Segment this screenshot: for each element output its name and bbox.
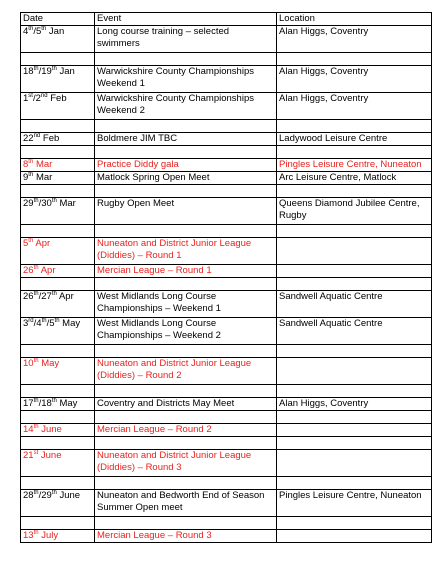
date-cell: 18th/19th Jan <box>21 66 95 93</box>
location-cell <box>277 265 432 278</box>
spacer-row <box>21 345 432 358</box>
event-row <box>21 93 432 120</box>
location-cell: Sandwell Aquatic Centre <box>277 318 432 345</box>
empty-cell <box>277 146 432 159</box>
empty-cell <box>21 477 95 490</box>
empty-cell <box>95 120 277 133</box>
location-cell <box>277 238 432 265</box>
event-row <box>21 358 432 385</box>
spacer-row <box>21 120 432 133</box>
spacer-row <box>21 517 432 530</box>
date-cell: 22nd Feb <box>21 133 95 146</box>
empty-cell <box>277 411 432 424</box>
empty-cell <box>95 385 277 398</box>
event-cell: Coventry and Districts May Meet <box>95 398 277 411</box>
event-row <box>21 291 432 318</box>
date-cell: 29th/30th Mar <box>21 198 95 225</box>
location-cell <box>277 530 432 543</box>
empty-cell <box>95 411 277 424</box>
date-cell: 26th/27th Apr <box>21 291 95 318</box>
event-cell: Warwickshire County Championships Weekend 1 <box>95 66 277 93</box>
empty-cell <box>277 278 432 291</box>
empty-cell <box>95 225 277 238</box>
event-cell: Long course training – selected swimmers <box>95 26 277 53</box>
date-cell: 9th Mar <box>21 172 95 185</box>
empty-cell <box>277 225 432 238</box>
location-cell: Alan Higgs, Coventry <box>277 398 432 411</box>
empty-cell <box>95 437 277 450</box>
spacer-row <box>21 53 432 66</box>
empty-cell <box>21 517 95 530</box>
header-date: Date <box>21 13 95 26</box>
empty-cell <box>95 146 277 159</box>
date-cell: 5th Apr <box>21 238 95 265</box>
event-row <box>21 490 432 517</box>
date-cell: 28th/29th June <box>21 490 95 517</box>
event-cell: Mercian League – Round 3 <box>95 530 277 543</box>
event-cell: Warwickshire County Championships Weekend 2 <box>95 93 277 120</box>
spacer-row <box>21 146 432 159</box>
event-row <box>21 159 432 172</box>
event-row <box>21 265 432 278</box>
date-cell: 10th May <box>21 358 95 385</box>
empty-cell <box>95 477 277 490</box>
empty-cell <box>21 345 95 358</box>
event-cell: Nuneaton and District Junior League (Diddies) – Round 1 <box>95 238 277 265</box>
event-row <box>21 530 432 543</box>
date-cell: 8th Mar <box>21 159 95 172</box>
spacer-row <box>21 185 432 198</box>
location-cell: Pingles Leisure Centre, Nuneaton <box>277 490 432 517</box>
location-cell: Ladywood Leisure Centre <box>277 133 432 146</box>
event-row <box>21 238 432 265</box>
spacer-row <box>21 437 432 450</box>
spacer-row <box>21 477 432 490</box>
empty-cell <box>277 437 432 450</box>
empty-cell <box>21 120 95 133</box>
event-cell: Nuneaton and District Junior League (Diddies) – Round 2 <box>95 358 277 385</box>
event-cell: Nuneaton and Bedworth End of Season Summer Open meet <box>95 490 277 517</box>
empty-cell <box>21 53 95 66</box>
empty-cell <box>21 225 95 238</box>
event-row <box>21 318 432 345</box>
event-row <box>21 450 432 477</box>
location-cell <box>277 358 432 385</box>
event-cell: West Midlands Long Course Championships – Weekend 1 <box>95 291 277 318</box>
event-cell: Mercian League – Round 2 <box>95 424 277 437</box>
date-cell: 26th Apr <box>21 265 95 278</box>
date-cell: 17th/18th May <box>21 398 95 411</box>
event-row <box>21 172 432 185</box>
location-cell: Alan Higgs, Coventry <box>277 93 432 120</box>
spacer-row <box>21 225 432 238</box>
event-row <box>21 66 432 93</box>
empty-cell <box>277 53 432 66</box>
spacer-row <box>21 278 432 291</box>
empty-cell <box>21 278 95 291</box>
location-cell: Arc Leisure Centre, Matlock <box>277 172 432 185</box>
event-cell: Nuneaton and District Junior League (Diddies) – Round 3 <box>95 450 277 477</box>
date-cell: 3rd/4th/5th May <box>21 318 95 345</box>
location-cell <box>277 424 432 437</box>
empty-cell <box>277 185 432 198</box>
empty-cell <box>21 185 95 198</box>
event-row <box>21 424 432 437</box>
date-cell: 14th June <box>21 424 95 437</box>
empty-cell <box>21 385 95 398</box>
empty-cell <box>277 345 432 358</box>
spacer-row <box>21 411 432 424</box>
empty-cell <box>277 385 432 398</box>
empty-cell <box>95 53 277 66</box>
empty-cell <box>95 278 277 291</box>
header-row <box>21 13 432 26</box>
date-cell: 13th July <box>21 530 95 543</box>
event-row <box>21 398 432 411</box>
event-cell: Rugby Open Meet <box>95 198 277 225</box>
location-cell: Queens Diamond Jubilee Centre, Rugby <box>277 198 432 225</box>
location-cell: Pingles Leisure Centre, Nuneaton <box>277 159 432 172</box>
spacer-row <box>21 385 432 398</box>
event-row <box>21 133 432 146</box>
header-event: Event <box>95 13 277 26</box>
empty-cell <box>277 517 432 530</box>
location-cell: Alan Higgs, Coventry <box>277 66 432 93</box>
event-cell: Practice Diddy gala <box>95 159 277 172</box>
event-cell: Matlock Spring Open Meet <box>95 172 277 185</box>
event-cell: Boldmere JIM TBC <box>95 133 277 146</box>
location-cell <box>277 450 432 477</box>
location-cell: Sandwell Aquatic Centre <box>277 291 432 318</box>
date-cell: 4th/5th Jan <box>21 26 95 53</box>
empty-cell <box>21 411 95 424</box>
empty-cell <box>277 477 432 490</box>
event-cell: Mercian League – Round 1 <box>95 265 277 278</box>
empty-cell <box>21 437 95 450</box>
event-row <box>21 26 432 53</box>
empty-cell <box>21 146 95 159</box>
location-cell: Alan Higgs, Coventry <box>277 26 432 53</box>
header-location: Location <box>277 13 432 26</box>
empty-cell <box>95 185 277 198</box>
empty-cell <box>277 120 432 133</box>
event-cell: West Midlands Long Course Championships – Weekend 2 <box>95 318 277 345</box>
date-cell: 1st/2nd Feb <box>21 93 95 120</box>
schedule-table <box>20 12 432 543</box>
empty-cell <box>95 345 277 358</box>
event-row <box>21 198 432 225</box>
date-cell: 21st June <box>21 450 95 477</box>
empty-cell <box>95 517 277 530</box>
